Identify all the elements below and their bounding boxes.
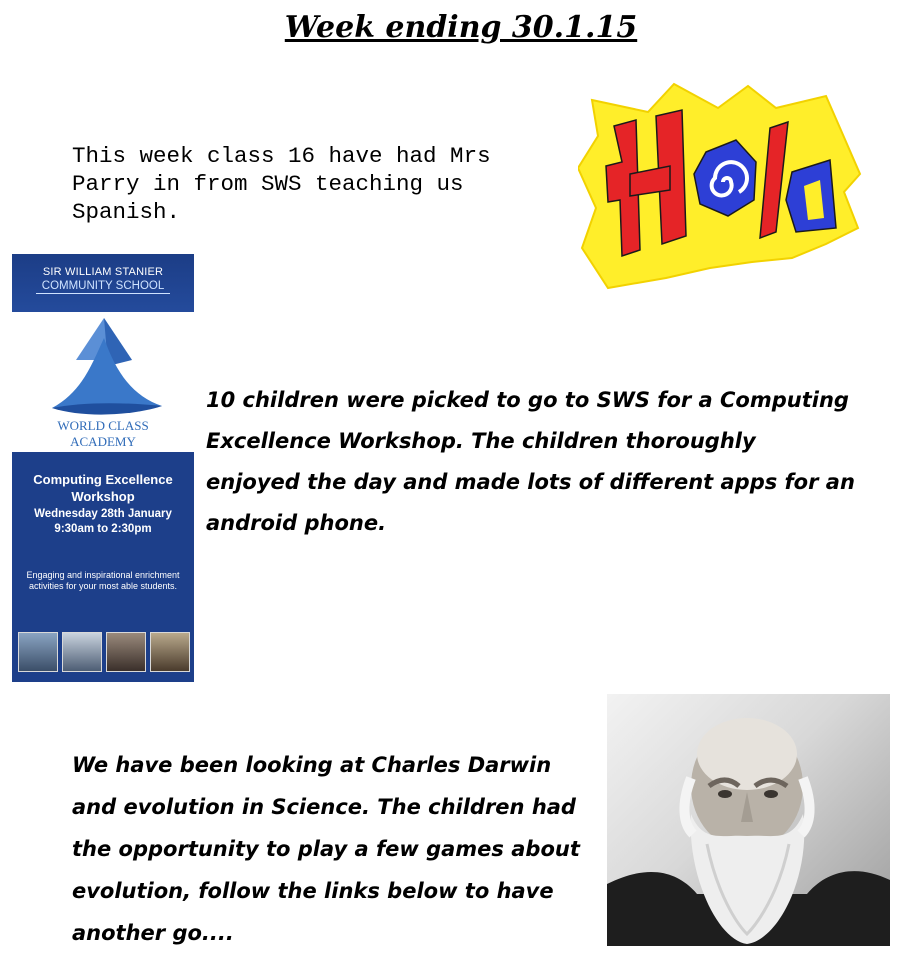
workshop-poster	[12, 254, 194, 682]
poster-time: 9:30am to 2:30pm	[54, 523, 152, 535]
poster-date: Wednesday 28th January	[34, 508, 172, 520]
charles-darwin-portrait	[607, 694, 890, 946]
poster-academy-line1: WORLD CLASS	[57, 418, 149, 433]
poster-photo-strip	[18, 632, 190, 672]
pyramid-logo-icon	[12, 312, 194, 420]
poster-header	[12, 254, 194, 312]
poster-photo	[18, 632, 58, 672]
poster-academy-line2: ACADEMY	[70, 434, 136, 449]
poster-logo-area	[12, 312, 194, 452]
poster-blurb: Engaging and inspirational enrichment activities for your most able students.	[26, 570, 180, 591]
workshop-paragraph: 10 children were picked to go to SWS for a Computing Excellence Workshop. The children thoroughly enjoyed the day and made lots of different apps for an android phone.	[206, 388, 855, 535]
poster-event-line1: Computing Excellence	[33, 472, 173, 487]
poster-photo	[106, 632, 146, 672]
poster-event-line2: Workshop	[71, 489, 135, 504]
poster-photo	[150, 632, 190, 672]
page-title: Week ending 30.1.15	[284, 10, 638, 45]
hola-graphic	[578, 82, 862, 292]
poster-school-line2: COMMUNITY SCHOOL	[36, 280, 170, 294]
poster-photo	[62, 632, 102, 672]
darwin-portrait-illustration	[607, 694, 890, 946]
poster-school-line1: SIR WILLIAM STANIER	[42, 266, 164, 278]
intro-paragraph: This week class 16 have had Mrs Parry in from SWS teaching us Spanish.	[72, 143, 491, 225]
darwin-paragraph: We have been looking at Charles Darwin and evolution in Science. The children had the opportunity to play a few games about evolution, follow the links below to have another go....	[72, 753, 580, 945]
